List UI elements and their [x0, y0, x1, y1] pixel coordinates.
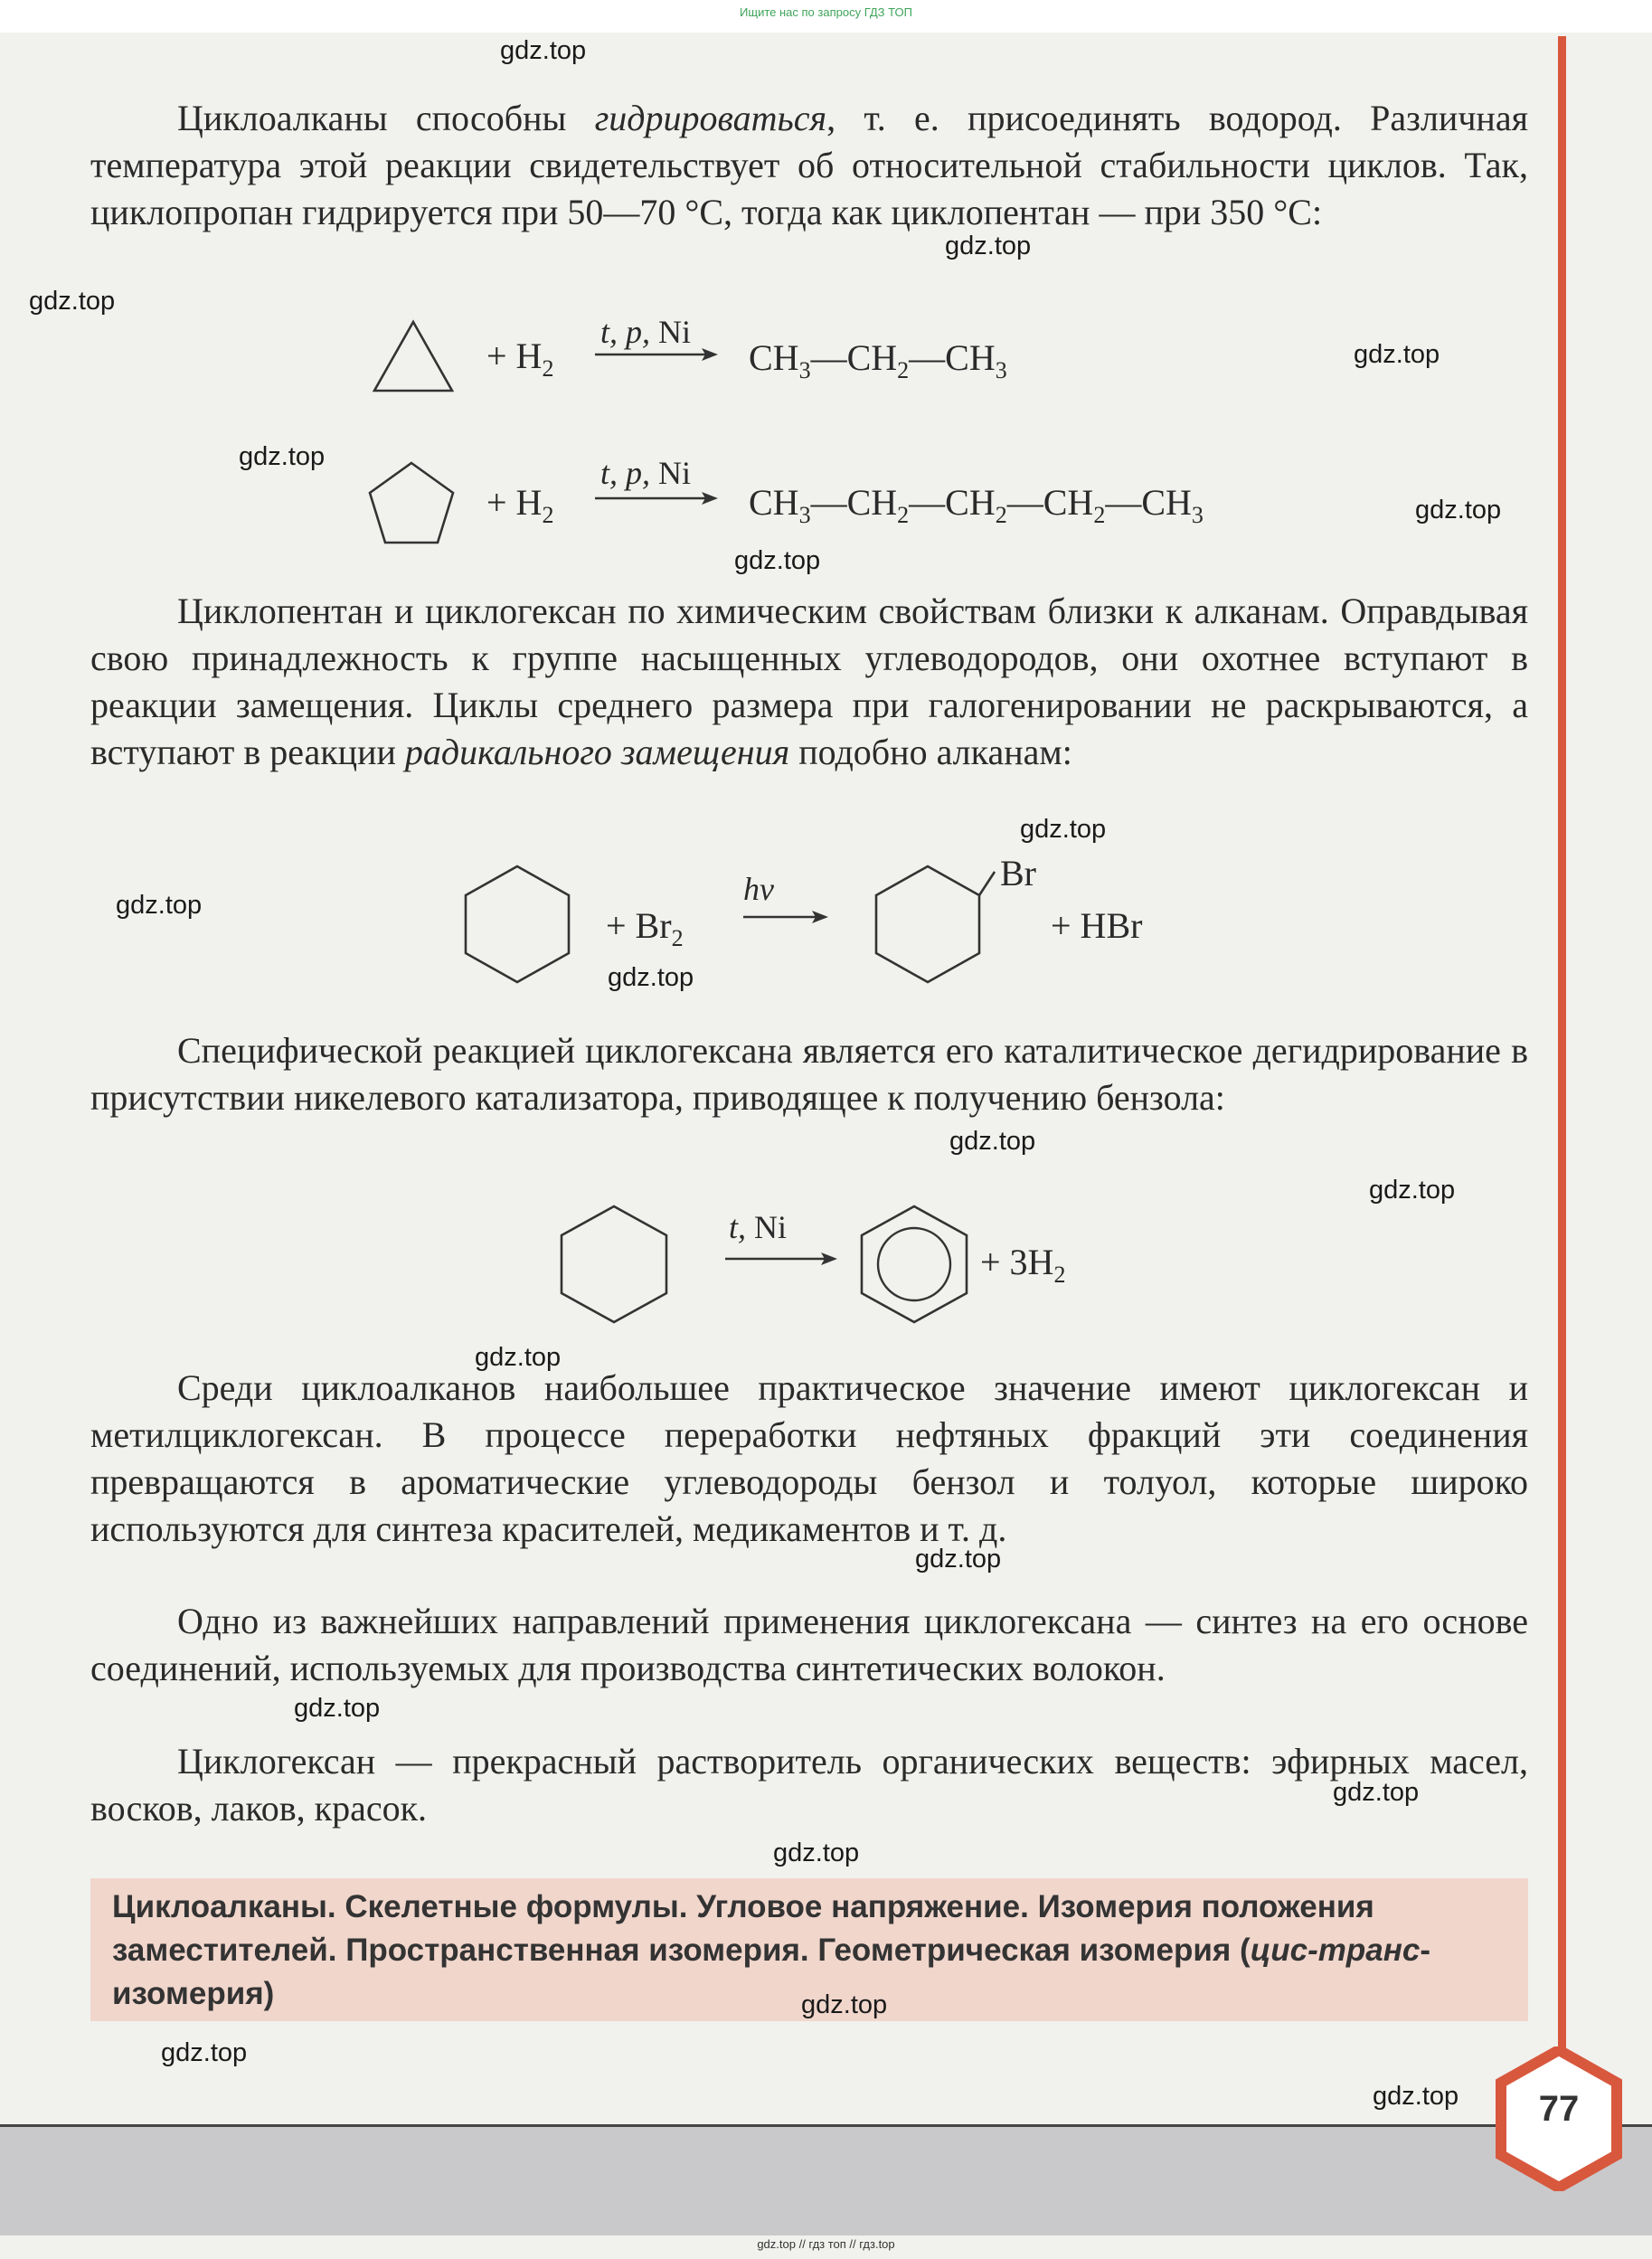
cond-p: p — [626, 455, 643, 491]
reaction3-arrow — [741, 908, 832, 926]
reaction2-conditions: t, p, Ni — [600, 455, 692, 491]
reagent: + H — [486, 482, 543, 523]
watermark: gdz.top — [773, 1838, 860, 1867]
reagent: + Br — [606, 905, 672, 946]
cyclohexane-structure — [459, 863, 575, 978]
reaction3-byproduct: + HBr — [1051, 905, 1143, 946]
watermark: gdz.top — [801, 1990, 888, 2019]
italic-term: радикального замещения — [404, 732, 790, 772]
paragraph-dehydrogenation: Специфической реакцией циклогексана является его каталитическое дегидрирование в присутствии никелевого катализатора, приводящее к получению бензола: — [90, 1030, 1528, 1118]
italic-term: цис-транс — [1250, 1933, 1421, 1968]
reaction1-conditions: t, p, Ni — [600, 314, 692, 350]
reaction1-product: $CH_3—CH_2—CH_3$ — [749, 337, 1007, 383]
footer-note: gdz.top // гдз топ // гдз.top — [757, 2237, 895, 2251]
reaction1-reagent — [486, 335, 553, 383]
paragraph-practical-use: Среди циклоалканов наибольшее практическое значение имеют циклогексан и метилциклогексан. В процессе переработки нефтяных фракций эти соединения превращаются в ароматические углеводороды бензол и толуол, которые широко используются для синтеза красителей, медикаментов и т. д. — [90, 1367, 1528, 1549]
watermark: gdz.top — [1020, 815, 1107, 844]
watermark: gdz.top — [1369, 1176, 1456, 1205]
subscript: 2 — [542, 502, 554, 528]
bromocyclohexane-structure — [870, 863, 986, 988]
text: подобно алканам: — [789, 732, 1072, 772]
reaction1-arrow — [593, 345, 720, 364]
watermark: gdz.top — [1373, 2082, 1459, 2111]
reaction3-conditions — [743, 870, 774, 908]
text: Циклоалканы способны — [177, 98, 595, 138]
cond-p: p — [626, 314, 643, 350]
footer-band — [0, 2127, 1652, 2235]
byproduct: + 3H — [980, 1242, 1054, 1282]
cyclopropane-structure — [369, 317, 459, 396]
reaction4-conditions: t, Ni — [729, 1209, 788, 1245]
reaction3-substituent: Br — [1000, 853, 1036, 893]
italic-term: гидрироваться — [594, 98, 827, 138]
subscript: 2 — [542, 355, 554, 382]
reaction2-product: $CH_3—CH_2—CH_2—CH_2—CH_3$ — [749, 482, 1204, 528]
cond-catalyst: Ni — [658, 314, 692, 350]
watermark: gdz.top — [161, 2038, 248, 2067]
cond-t: t — [600, 314, 610, 350]
watermark: gdz.top — [475, 1343, 562, 1372]
reaction4-arrow — [723, 1250, 841, 1268]
watermark: gdz.top — [500, 36, 587, 65]
page-number: 77 — [1538, 2089, 1580, 2129]
header-note: Ищите нас по запросу ГДЗ ТОП — [740, 5, 912, 19]
text: , т. е. присоединять водород. Различная температура этой реакции свидетельствует об относительной стабильности циклов. Так, циклопропан гидрируется при 50—70 °С, тогда как циклопентан — при 350 °С: — [90, 98, 1528, 232]
top-bar — [0, 0, 1652, 33]
margin-accent-line — [1558, 36, 1566, 2107]
paragraph-synthetic-fibers: Одно из важнейших направлений применения циклогексана — синтез на его основе соединений, используемых для производства синтетических волокон. — [90, 1601, 1528, 1688]
key-terms: -изомерия) — [112, 1933, 1431, 2011]
watermark: gdz.top — [1415, 496, 1502, 525]
cond-t: t — [729, 1209, 739, 1245]
watermark: gdz.top — [1333, 1778, 1420, 1807]
subscript: 2 — [1053, 1262, 1066, 1288]
benzene-structure — [855, 1203, 973, 1322]
subscript: 2 — [671, 925, 684, 951]
watermark: gdz.top — [949, 1127, 1036, 1156]
reaction2-arrow — [593, 489, 720, 507]
reaction3-reagent — [606, 904, 684, 952]
watermark: gdz.top — [1354, 340, 1440, 369]
reagent: + H — [486, 336, 543, 376]
watermark: gdz.top — [608, 963, 694, 992]
cyclopentane-structure — [365, 459, 459, 550]
cyclohexane-structure — [555, 1203, 673, 1322]
paragraph-hydrogenation — [90, 95, 1528, 236]
watermark: gdz.top — [29, 287, 116, 316]
reaction2-reagent — [486, 481, 553, 529]
cond-catalyst: Ni — [754, 1209, 788, 1245]
cond-catalyst: Ni — [658, 455, 692, 491]
paragraph-solvent: Циклогексан — прекрасный растворитель органических веществ: эфирных масел, восков, лаков, красок. — [90, 1741, 1528, 1829]
watermark: gdz.top — [945, 232, 1032, 260]
key-terms: Циклоалканы. Скелетные формулы. Угловое напряжение. Изомерия положения заместителей. Пространственная изомерия. Геометрическая изомерия ( — [112, 1889, 1374, 1968]
paragraph-substitution — [90, 588, 1528, 776]
watermark: gdz.top — [734, 546, 821, 575]
text: Циклопентан и циклогексан по химическим свойствам близки к алканам. Оправдывая свою принадлежность к группе насыщенных углеводородов, они охотнее вступают в реакции замещения. Циклы среднего размера при галогенировании не раскрываются, а вступают в реакции — [90, 591, 1528, 772]
watermark: gdz.top — [915, 1545, 1002, 1574]
watermark: gdz.top — [294, 1694, 381, 1723]
watermark: gdz.top — [239, 442, 326, 471]
cond-t: t — [600, 455, 610, 491]
reaction4-byproduct — [980, 1241, 1065, 1289]
watermark: gdz.top — [116, 891, 203, 920]
cond-light: hν — [743, 871, 774, 907]
